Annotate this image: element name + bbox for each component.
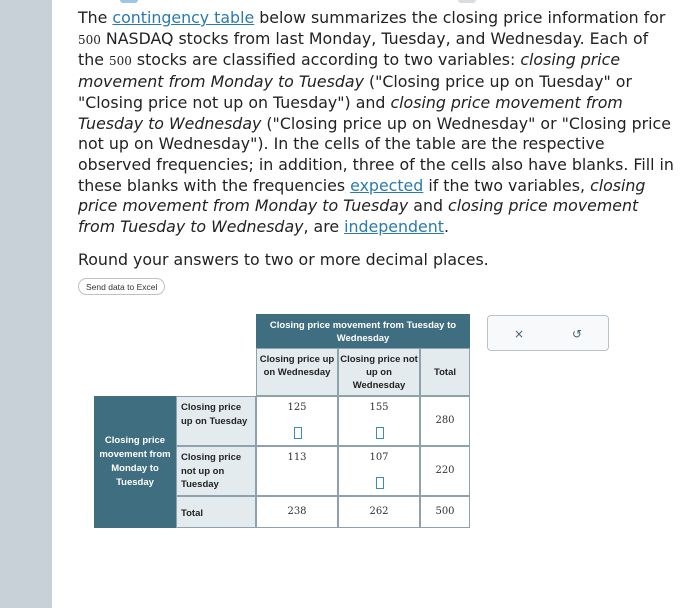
column-total-value: 262 [369,506,389,517]
independent-link[interactable]: independent [344,217,444,237]
grand-total-value: 500 [435,506,455,517]
text: ("Closing price up on Tuesday" or "Closing price not up on Tuesday") and [78,72,632,112]
col-header-total-label: Total [434,367,456,378]
col-header-up-label: Closing price up on Wednesday [259,354,335,378]
variable-name: closing price movement from Monday to Tuesday [78,50,621,92]
column-total-value: 238 [287,506,307,517]
text: if the two variables, [423,175,591,195]
text: ("Closing price up on Wednesday" or "Closing price not up on Wednesday"). In the cells of the table are the respective observed frequencies; in addition, three of the cells also have blanks. Fill in these blanks with the frequencies [78,113,674,195]
expected-link[interactable]: expected [350,175,424,195]
clear-icon[interactable]: × [513,327,525,341]
text: stocks are classified according to two variables: [131,50,521,70]
observed-value: 107 [369,452,389,463]
row-variable-header [94,396,176,528]
observed-value: 155 [369,402,389,413]
expected-frequency-input[interactable] [376,477,384,489]
column-variable-header [256,314,470,348]
rounding-instruction: Round your answers to two or more decimal places. [78,249,489,269]
cell-total-notup [338,496,420,528]
variable-name: closing price movement from Tuesday to Wednesday [78,196,639,237]
row-label-up-text: Closing price up on Tuesday [181,402,248,427]
count-500: 500 [108,54,132,69]
cell-up-notup [338,396,420,446]
col-header-not-up [338,348,420,396]
column-variable-header-label: Closing price movement from Tuesday to Wednesday [269,320,457,344]
text: below summarizes the closing price information for [254,8,666,27]
cell-notup-total [420,446,470,496]
text: and [408,196,449,216]
text: . [443,217,450,237]
answer-toolbox [487,315,609,351]
row-label-not-up-text: Closing price not up on Tuesday [181,452,242,490]
cell-grand-total [420,496,470,528]
text: , are [303,217,345,237]
cell-up-total [420,396,470,446]
top-tab-marker [458,0,476,3]
col-header-not-up-label: Closing price not up on Wednesday [340,354,418,391]
variable-name: closing price movement from Tuesday to Wednesday [78,92,623,133]
col-header-total [420,348,470,396]
observed-value: 113 [287,452,307,463]
expected-frequency-input[interactable] [294,427,302,439]
row-variable-header-label: Closing price movement from Monday to Tuesday [99,435,171,488]
question-content [78,8,678,269]
left-sidebar-strip [0,0,52,608]
row-label-up [176,396,256,446]
contingency-table [94,314,470,528]
row-label-not-up [176,446,256,496]
text: NASDAQ stocks from last Monday, Tuesday, and Wednesday. Each of the [78,28,649,70]
cell-total-up [256,496,338,528]
row-total-value: 280 [435,415,455,426]
send-to-excel-button[interactable]: Send data to Excel [78,278,165,295]
top-tab-marker [120,0,138,3]
cell-notup-notup [338,446,420,496]
text: The [78,8,113,27]
variable-name: closing price movement from Monday to Tuesday [78,175,646,216]
expected-frequency-input[interactable] [376,427,384,439]
observed-value: 125 [287,402,307,413]
count-500: 500 [78,32,101,47]
cell-notup-up [256,446,338,496]
row-label-total [176,496,256,528]
row-total-value: 220 [435,465,455,476]
problem-statement [78,8,678,238]
row-label-total-text: Total [181,508,203,519]
cell-up-up [256,396,338,446]
col-header-up [256,348,338,396]
contingency-table-link[interactable]: contingency table [112,8,255,27]
undo-icon[interactable]: ↺ [571,327,583,341]
